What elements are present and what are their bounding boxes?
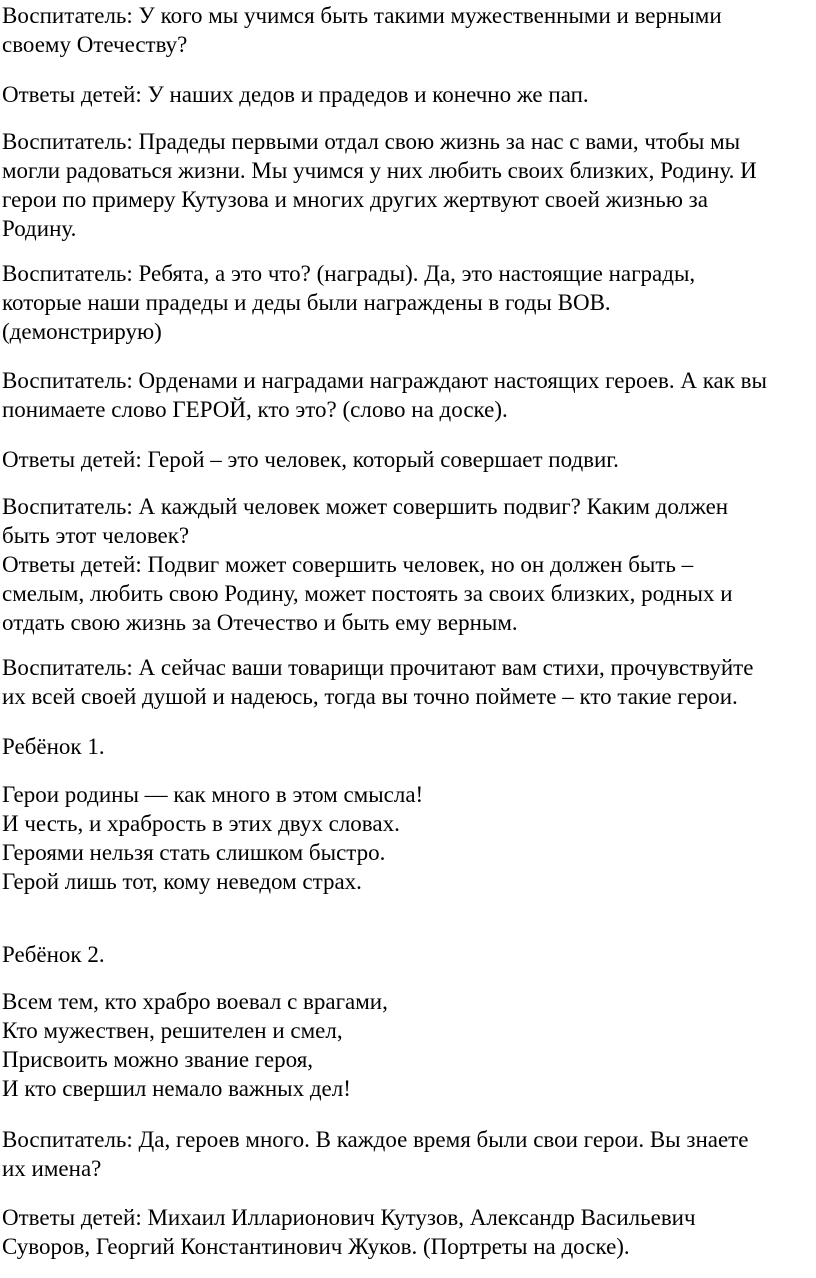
text-line: Воспитатель: У кого мы учимся быть такими мужественными и верными <box>2 3 722 28</box>
paragraph <box>2 940 105 969</box>
text-line: Герой лишь тот, кому неведом страх. <box>2 869 362 894</box>
poem-stanza <box>2 987 388 1103</box>
text-line: Воспитатель: А каждый человек может совершить подвиг? Каким должен <box>2 494 729 519</box>
text-line: Воспитатель: Орденами и наградами награждают настоящих героев. А как вы <box>2 368 767 393</box>
paragraph <box>2 492 733 637</box>
text-line: И кто свершил немало важных дел! <box>2 1076 351 1101</box>
text-line: Присвоить можно звание героя, <box>2 1047 314 1072</box>
poem-stanza <box>2 780 423 896</box>
text-line: Воспитатель: Да, героев много. В каждое время были свои герои. Вы знаете <box>2 1127 749 1152</box>
text-line: их имена? <box>2 1156 102 1181</box>
text-line: смелым, любить свою Родину, может постоять за своих близких, родных и <box>2 581 733 606</box>
text-line: Ответы детей: Герой – это человек, который совершает подвиг. <box>2 447 619 472</box>
text-line: Ответы детей: Михаил Илларионович Кутузов, Александр Васильевич <box>2 1205 696 1230</box>
paragraph <box>2 1125 748 1183</box>
paragraph <box>2 1203 696 1261</box>
text-line: Родину. <box>2 216 77 241</box>
text-line: Героями нельзя стать слишком быстро. <box>2 840 386 865</box>
text-line: понимаете слово ГЕРОЙ, кто это? (слово на доске). <box>2 397 508 422</box>
text-line: Ребёнок 2. <box>2 942 105 967</box>
text-line: герои по примеру Кутузова и многих других жертвуют своей жизнью за <box>2 187 708 212</box>
paragraph <box>2 259 695 346</box>
paragraph <box>2 80 589 109</box>
text-line: могли радоваться жизни. Мы учимся у них любить своих близких, Родину. И <box>2 158 757 183</box>
text-line: Воспитатель: Ребята, а это что? (награды). Да, это настоящие награды, <box>2 261 696 286</box>
paragraph <box>2 445 619 474</box>
text-line: (демонстрирую) <box>2 319 162 344</box>
text-line: Ребёнок 1. <box>2 734 105 759</box>
paragraph <box>2 366 767 424</box>
text-line: Воспитатель: Прадеды первыми отдал свою жизнь за нас с вами, чтобы мы <box>2 129 741 154</box>
text-line: своему Отечеству? <box>2 32 188 57</box>
paragraph <box>2 653 753 711</box>
text-line: Кто мужествен, решителен и смел, <box>2 1018 343 1043</box>
text-line: быть этот человек? <box>2 523 190 548</box>
text-line: которые наши прадеды и деды были награждены в годы ВОВ. <box>2 290 611 315</box>
text-line: Воспитатель: А сейчас ваши товарищи прочитают вам стихи, прочувствуйте <box>2 655 754 680</box>
paragraph <box>2 127 757 243</box>
paragraph <box>2 732 105 761</box>
paragraph <box>2 1 722 59</box>
text-line: Герои родины — как много в этом смысла! <box>2 782 424 807</box>
text-line: Всем тем, кто храбро воевал с врагами, <box>2 989 388 1014</box>
text-line: отдать свою жизнь за Отечество и быть ему верным. <box>2 610 518 635</box>
text-line: Ответы детей: У наших дедов и прадедов и конечно же пап. <box>2 82 589 107</box>
text-line: Суворов, Георгий Константинович Жуков. (Портреты на доске). <box>2 1234 630 1259</box>
text-line: И честь, и храбрость в этих двух словах. <box>2 811 400 836</box>
text-line: их всей своей душой и надеюсь, тогда вы точно поймете – кто такие герои. <box>2 684 738 709</box>
text-line: Ответы детей: Подвиг может совершить человек, но он должен быть – <box>2 552 694 577</box>
